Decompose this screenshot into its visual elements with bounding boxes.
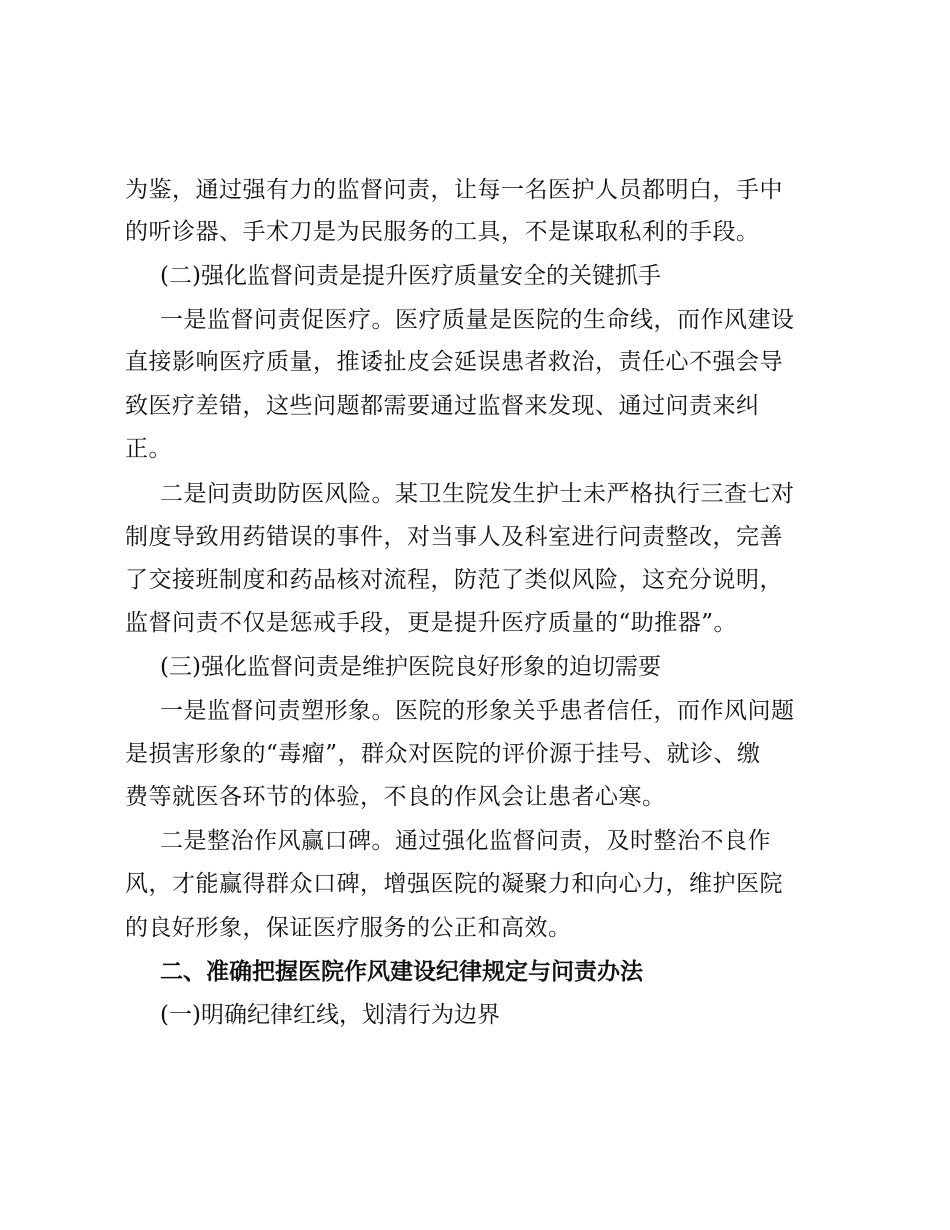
section-heading: (三)强化监督问责是维护医院良好形象的迫切需要 <box>160 654 661 680</box>
paragraph-line: 一是监督问责促医疗。医疗质量是医院的生命线，而作风建设 <box>160 307 795 333</box>
paragraph-line: 的良好形象，保证医疗服务的公正和高效。 <box>125 915 572 941</box>
paragraph-line: 正。 <box>125 436 172 462</box>
chapter-heading: 二、准确把握医院作风建设纪律规定与问责办法 <box>160 959 643 985</box>
paragraph-line: 了交接班制度和药品核对流程，防范了类似风险，这充分说明， <box>125 567 783 593</box>
paragraph-line: 二是问责助防医风险。某卫生院发生护士未严格执行三查七对 <box>160 481 795 507</box>
paragraph-line: 制度导致用药错误的事件，对当事人及科室进行问责整改，完善 <box>125 524 783 550</box>
paragraph-line: 一是监督问责塑形象。医院的形象关乎患者信任，而作风问题 <box>160 698 795 724</box>
paragraph-line: 为鉴，通过强有力的监督问责，让每一名医护人员都明白，手中 <box>125 177 783 203</box>
paragraph-line: 致医疗差错，这些问题都需要通过监督来发现、通过问责来纠 <box>125 393 760 419</box>
paragraph-line: 费等就医各环节的体验，不良的作风会让患者心寒。 <box>125 784 666 810</box>
paragraph-line: 是损害形象的“毒瘤”，群众对医院的评价源于挂号、就诊、缴 <box>125 741 761 767</box>
paragraph-line: 的听诊器、手术刀是为民服务的工具，不是谋取私利的手段。 <box>125 219 760 245</box>
paragraph-line: 风，才能赢得群众口碑，增强医院的凝聚力和向心力，维护医院 <box>125 871 783 897</box>
paragraph-line: 直接影响医疗质量，推诿扯皮会延误患者救治，责任心不强会导 <box>125 349 783 375</box>
section-heading: (二)强化监督问责是提升医疗质量安全的关键抓手 <box>160 263 661 289</box>
paragraph-line: 二是整治作风赢口碑。通过强化监督问责，及时整治不良作 <box>160 828 771 854</box>
section-heading: (一)明确纪律红线，划清行为边界 <box>160 1002 500 1028</box>
paragraph-line: 监督问责不仅是惩戒手段，更是提升医疗质量的“助推器”。 <box>125 610 738 636</box>
